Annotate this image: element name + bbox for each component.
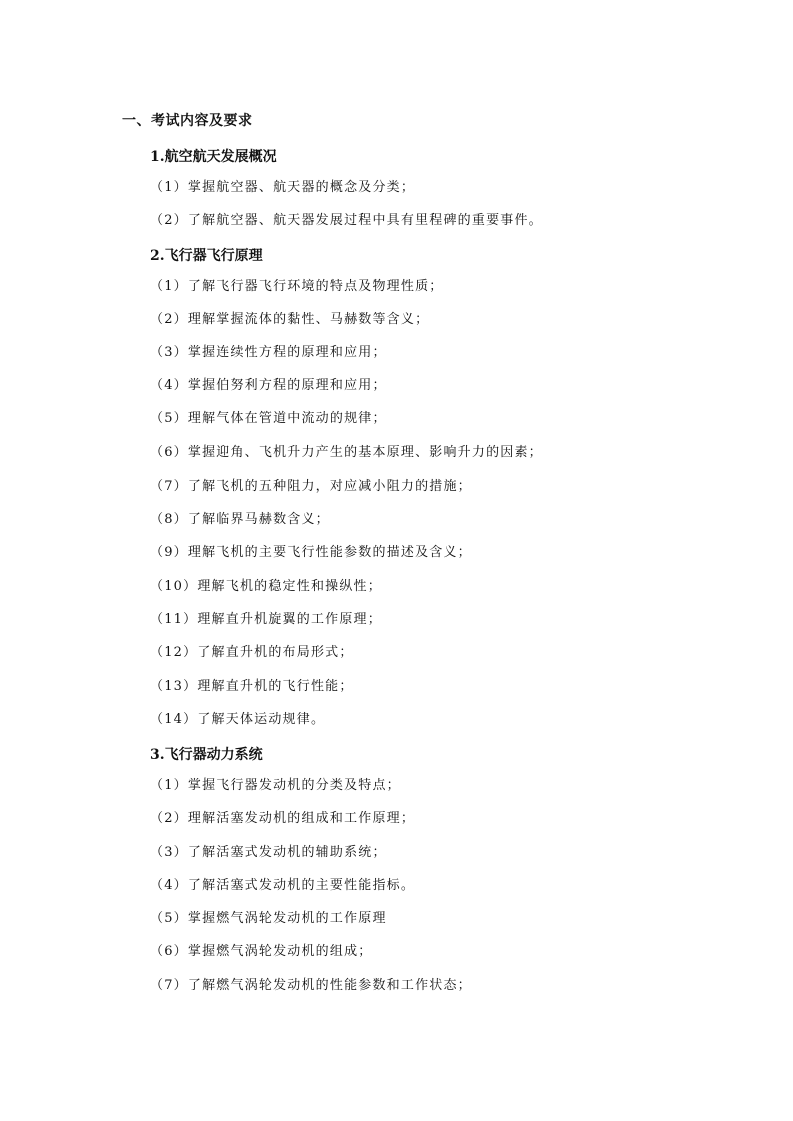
list-item: （1）了解飞行器飞行环境的特点及物理性质； xyxy=(150,279,444,294)
list-item: （7）了解飞机的五种阻力，对应减小阻力的措施； xyxy=(150,479,472,494)
list-item: （9）理解飞机的主要飞行性能参数的描述及含义； xyxy=(150,545,472,560)
list-item: （8）了解临界马赫数含义； xyxy=(150,512,330,527)
list-item: （2）了解航空器、航天器发展过程中具有里程碑的重要事件。 xyxy=(150,213,543,228)
list-item: （11）理解直升机旋翼的工作原理； xyxy=(150,612,382,627)
list-item: （14）了解天体运动规律。 xyxy=(150,712,326,727)
list-item: （5）掌握燃气涡轮发动机的工作原理 xyxy=(150,911,387,926)
list-item: （3）了解活塞式发动机的辅助系统； xyxy=(150,845,387,860)
list-item: （4）掌握伯努利方程的原理和应用； xyxy=(150,378,387,393)
list-item: （7）了解燃气涡轮发动机的性能参数和工作状态； xyxy=(150,978,472,993)
list-item: （10）理解飞机的稳定性和操纵性； xyxy=(150,579,382,594)
section-title-2: 2.飞行器飞行原理 xyxy=(150,248,263,264)
list-item: （2）理解活塞发动机的组成和工作原理； xyxy=(150,811,416,826)
list-item: （12）了解直升机的布局形式； xyxy=(150,645,354,660)
list-item: （5）理解气体在管道中流动的规律； xyxy=(150,411,387,426)
list-item: （4）了解活塞式发动机的主要性能指标。 xyxy=(150,878,416,893)
list-item: （2）理解掌握流体的黏性、马赫数等含义； xyxy=(150,312,430,327)
list-item: （1）掌握飞行器发动机的分类及特点； xyxy=(150,778,401,793)
list-item: （1）掌握航空器、航天器的概念及分类； xyxy=(150,180,416,195)
list-item: （6）掌握燃气涡轮发动机的组成； xyxy=(150,944,373,959)
list-item: （13）理解直升机的飞行性能； xyxy=(150,679,354,694)
list-item: （3）掌握连续性方程的原理和应用； xyxy=(150,345,387,360)
section-title-1: 1.航空航天发展概况 xyxy=(150,149,277,165)
list-item: （6）掌握迎角、飞机升力产生的基本原理、影响升力的因素； xyxy=(150,445,543,460)
chapter-heading: 一、考试内容及要求 xyxy=(122,113,253,129)
section-title-3: 3.飞行器动力系统 xyxy=(150,747,263,763)
